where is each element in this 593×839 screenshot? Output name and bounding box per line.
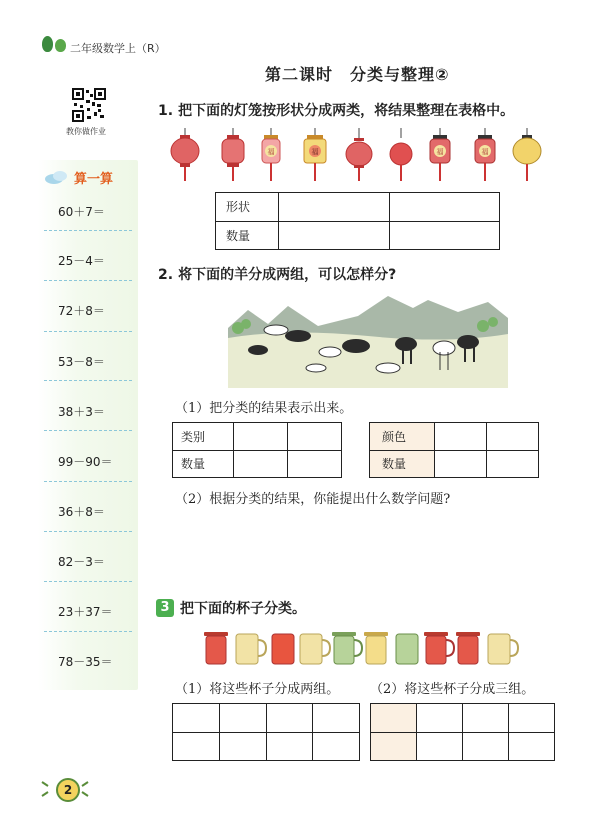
divider xyxy=(44,581,132,582)
cup-icon xyxy=(396,634,418,664)
calc-item: 38＋3＝ xyxy=(58,405,105,419)
page-number: 2 xyxy=(56,778,80,802)
sub-question-1: （1）把分类的结果表示出来。 xyxy=(175,401,353,416)
table-cell[interactable] xyxy=(487,423,539,451)
table-cell[interactable] xyxy=(234,423,288,451)
table-header-count: 数量 xyxy=(216,221,279,250)
sub-question-1: （1）将这些杯子分成两组。 xyxy=(175,682,340,697)
book-header: 二年级数学上（R） xyxy=(70,42,166,55)
round-lantern-icon xyxy=(390,128,412,181)
question-text: 将下面的羊分成两组，可以怎样分? xyxy=(178,267,397,283)
round-lantern-icon xyxy=(513,128,541,181)
table-cell[interactable] xyxy=(266,704,313,733)
table-cell[interactable] xyxy=(173,704,220,733)
leaf-icon xyxy=(55,39,66,52)
question-text: 把下面的杯子分类。 xyxy=(180,601,306,617)
cup-icon xyxy=(236,634,266,664)
lidded-cup-icon xyxy=(424,632,454,664)
svg-text:福: 福 xyxy=(311,148,319,156)
table-cell[interactable] xyxy=(417,732,463,761)
table-cell[interactable] xyxy=(234,450,288,478)
category-table xyxy=(172,422,342,478)
table-cell[interactable] xyxy=(389,193,500,222)
lidded-cup-icon xyxy=(332,632,362,664)
table-cell[interactable] xyxy=(371,732,417,761)
table-cell[interactable] xyxy=(463,704,509,733)
lidded-cup-icon xyxy=(204,632,228,664)
cup-icon xyxy=(488,634,518,664)
question-3 xyxy=(156,598,306,618)
question-number: 1. xyxy=(158,103,174,119)
calc-item: 99－90＝ xyxy=(58,455,113,469)
divider xyxy=(44,430,132,431)
table-cell[interactable] xyxy=(435,423,487,451)
calc-item: 23＋37＝ xyxy=(58,605,113,619)
divider xyxy=(44,631,132,632)
calc-item: 25－4＝ xyxy=(58,254,105,268)
question-2 xyxy=(158,264,396,284)
table-cell[interactable] xyxy=(389,221,500,250)
lidded-cup-icon xyxy=(364,632,388,664)
table-cell[interactable] xyxy=(371,704,417,733)
question-text: 把下面的灯笼按形状分成两类，将结果整理在表格中。 xyxy=(178,103,515,119)
table-cell[interactable] xyxy=(219,704,266,733)
divider xyxy=(44,331,132,332)
calc-heading: 算一算 xyxy=(74,172,114,187)
calc-item: 72＋8＝ xyxy=(58,304,105,318)
table-cell[interactable] xyxy=(487,450,539,478)
cloud-icon xyxy=(44,169,70,185)
color-table xyxy=(369,422,539,478)
table-header-shape: 形状 xyxy=(216,193,279,222)
calc-item: 53－8＝ xyxy=(58,355,105,369)
table-cell[interactable] xyxy=(509,732,555,761)
round-lantern-icon xyxy=(346,128,372,181)
divider xyxy=(44,280,132,281)
leaf-icon xyxy=(42,36,53,52)
table-cell[interactable] xyxy=(417,704,463,733)
cups-illustration xyxy=(200,626,520,668)
qr-label: 教你做作业 xyxy=(66,127,106,136)
page-title: 第二课时 分类与整理② xyxy=(265,65,450,84)
table-cell[interactable] xyxy=(288,423,342,451)
table-cell[interactable] xyxy=(279,193,390,222)
calc-item: 82－3＝ xyxy=(58,555,105,569)
divider xyxy=(44,230,132,231)
table-cell[interactable] xyxy=(313,732,360,761)
cup-icon xyxy=(272,634,294,664)
lidded-cup-icon xyxy=(456,632,480,664)
divider xyxy=(44,531,132,532)
question-1 xyxy=(158,100,514,120)
lantern-table xyxy=(215,192,500,250)
two-group-table xyxy=(172,703,360,761)
divider xyxy=(44,481,132,482)
table-cell[interactable] xyxy=(173,732,220,761)
table-header-color: 颜色 xyxy=(370,423,435,451)
table-header-count: 数量 xyxy=(173,450,234,478)
question-number: 2. xyxy=(158,267,174,283)
tall-lantern-icon xyxy=(304,128,326,181)
calc-item: 36＋8＝ xyxy=(58,505,105,519)
table-cell[interactable] xyxy=(279,221,390,250)
round-lantern-icon xyxy=(171,128,199,181)
tall-lantern-icon xyxy=(430,128,450,181)
cup-icon xyxy=(300,634,330,664)
table-cell[interactable] xyxy=(435,450,487,478)
table-cell[interactable] xyxy=(219,732,266,761)
question-number-badge: 3 xyxy=(156,599,174,617)
tall-lantern-icon xyxy=(262,128,280,181)
table-header-count: 数量 xyxy=(370,450,435,478)
sub-question-2: （2）根据分类的结果，你能提出什么数学问题? xyxy=(175,492,451,507)
lantern-illustration xyxy=(165,126,545,188)
svg-text:福: 福 xyxy=(481,148,489,156)
calc-item: 60＋7＝ xyxy=(58,205,105,219)
table-cell[interactable] xyxy=(313,704,360,733)
tall-lantern-icon xyxy=(475,128,495,181)
svg-text:福: 福 xyxy=(267,148,275,156)
three-group-table xyxy=(370,703,555,761)
tall-lantern-icon xyxy=(222,128,244,181)
goats-illustration xyxy=(228,288,508,388)
table-cell[interactable] xyxy=(463,732,509,761)
svg-text:福: 福 xyxy=(436,148,444,156)
table-cell[interactable] xyxy=(509,704,555,733)
qr-code-icon[interactable] xyxy=(72,88,106,122)
sub-question-2: （2）将这些杯子分成三组。 xyxy=(370,682,535,697)
table-cell[interactable] xyxy=(266,732,313,761)
divider xyxy=(44,380,132,381)
table-cell[interactable] xyxy=(288,450,342,478)
calc-item: 78－35＝ xyxy=(58,655,113,669)
table-header-category: 类别 xyxy=(173,423,234,451)
